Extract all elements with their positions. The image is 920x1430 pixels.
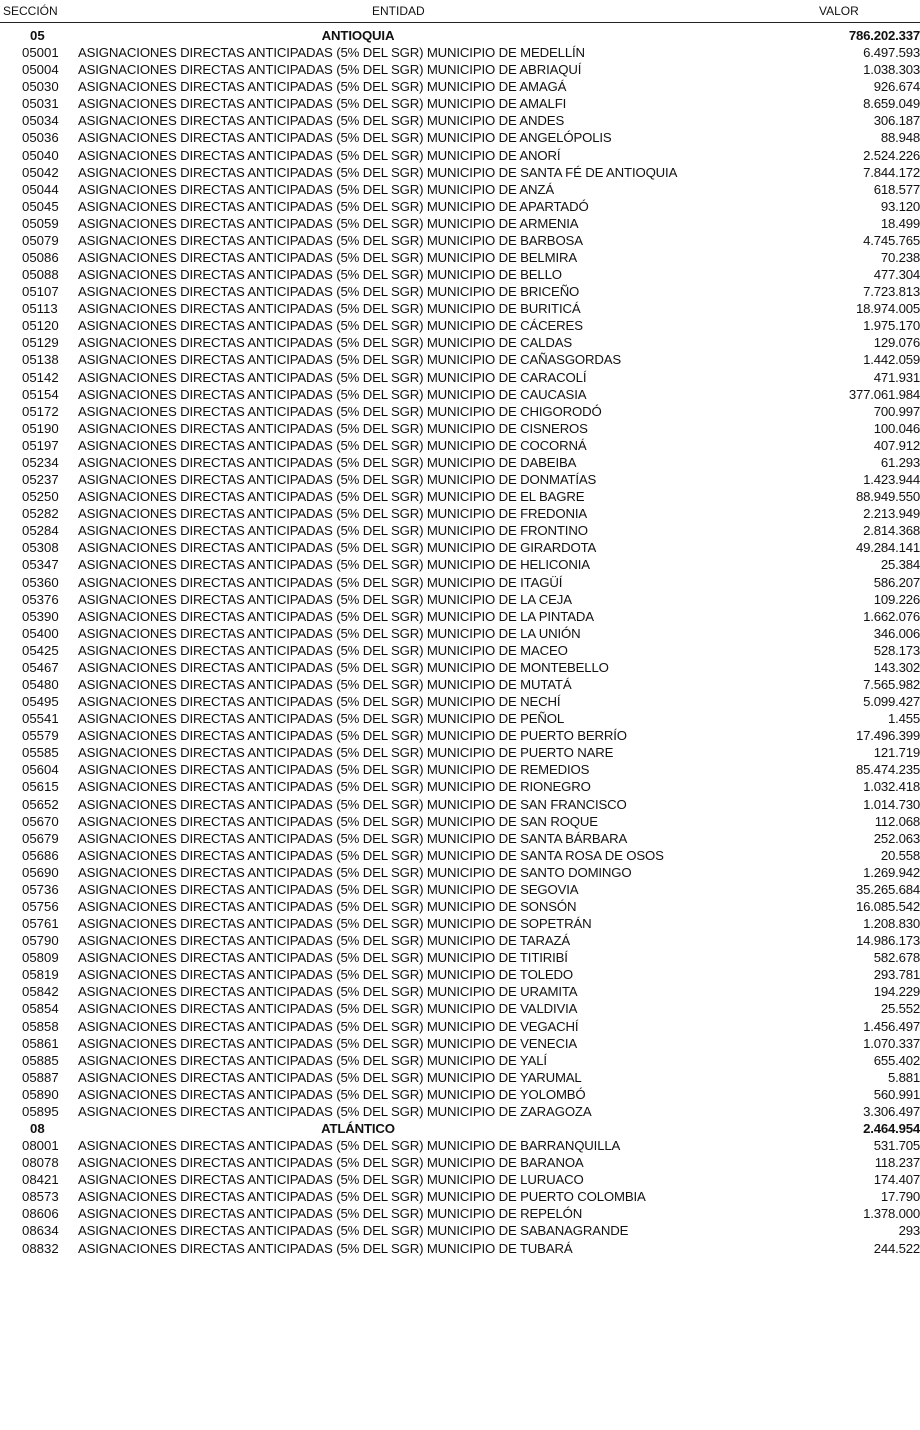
section-code: 05031 — [22, 96, 59, 112]
section-code: 05282 — [22, 506, 59, 522]
entity-name: ASIGNACIONES DIRECTAS ANTICIPADAS (5% DEL SGR) MUNICIPIO DE MONTEBELLO — [78, 659, 609, 675]
table-row — [0, 932, 920, 949]
table-row — [0, 1205, 920, 1222]
entity-value: 1.662.076 — [863, 608, 920, 624]
section-code: 05284 — [22, 523, 59, 539]
section-code: 08832 — [22, 1240, 59, 1256]
table-row — [0, 147, 920, 164]
entity-value: 88.949.550 — [855, 489, 920, 505]
table-row — [0, 61, 920, 78]
section-code: 08 — [30, 1121, 45, 1136]
entity-name: ASIGNACIONES DIRECTAS ANTICIPADAS (5% DEL SGR) MUNICIPIO DE VENECIA — [78, 1035, 577, 1051]
entity-value: 1.014.730 — [863, 796, 920, 812]
section-code: 05690 — [22, 864, 59, 880]
entity-value: 8.659.049 — [863, 96, 920, 112]
entity-name: ASIGNACIONES DIRECTAS ANTICIPADAS (5% DEL SGR) MUNICIPIO DE BRICEÑO — [78, 284, 580, 300]
section-code: 05040 — [22, 147, 59, 163]
entity-name: ASIGNACIONES DIRECTAS ANTICIPADAS (5% DEL SGR) MUNICIPIO DE URAMITA — [78, 984, 578, 1000]
table-row — [0, 249, 920, 266]
section-code: 05467 — [22, 659, 59, 675]
table-row — [0, 181, 920, 198]
entity-name: ASIGNACIONES DIRECTAS ANTICIPADAS (5% DEL SGR) MUNICIPIO DE SANTO DOMINGO — [78, 864, 632, 880]
table-row — [0, 574, 920, 591]
section-code: 05234 — [22, 454, 59, 470]
table-row — [0, 437, 920, 454]
entity-name: ASIGNACIONES DIRECTAS ANTICIPADAS (5% DEL SGR) MUNICIPIO DE APARTADÓ — [78, 198, 589, 214]
section-code: 05670 — [22, 813, 59, 829]
section-code: 05030 — [22, 79, 59, 95]
column-header-seccion: SECCIÓN — [3, 4, 58, 18]
entity-value: 1.208.830 — [863, 916, 920, 932]
table-row — [0, 266, 920, 283]
entity-value: 25.552 — [880, 1001, 920, 1017]
section-code: 05197 — [22, 437, 59, 453]
entity-name: ASIGNACIONES DIRECTAS ANTICIPADAS (5% DEL SGR) MUNICIPIO DE PUERTO COLOMBIA — [78, 1189, 646, 1205]
entity-name: ASIGNACIONES DIRECTAS ANTICIPADAS (5% DEL SGR) MUNICIPIO DE BARRANQUILLA — [78, 1138, 621, 1154]
entity-name: ASIGNACIONES DIRECTAS ANTICIPADAS (5% DEL SGR) MUNICIPIO DE COCORNÁ — [78, 437, 587, 453]
table-row — [0, 983, 920, 1000]
section-code: 05347 — [22, 557, 59, 573]
table-row — [0, 112, 920, 129]
table-row — [0, 830, 920, 847]
section-code: 05142 — [22, 369, 59, 385]
entity-value: 129.076 — [873, 335, 920, 351]
section-code: 05308 — [22, 540, 59, 556]
entity-name: ASIGNACIONES DIRECTAS ANTICIPADAS (5% DEL SGR) MUNICIPIO DE RIONEGRO — [78, 779, 591, 795]
table-row — [0, 283, 920, 300]
section-code: 05885 — [22, 1052, 59, 1068]
entity-name: ANTIOQUIA — [321, 28, 395, 43]
entity-value: 16.085.542 — [855, 898, 920, 914]
entity-value: 1.038.303 — [863, 62, 920, 78]
table-row — [0, 351, 920, 368]
table-row — [0, 454, 920, 471]
entity-name: ASIGNACIONES DIRECTAS ANTICIPADAS (5% DEL SGR) MUNICIPIO DE TITIRIBÍ — [78, 950, 568, 966]
entity-value: 7.565.982 — [863, 676, 920, 692]
section-code: 05036 — [22, 130, 59, 146]
table-row — [0, 710, 920, 727]
section-code: 08573 — [22, 1189, 59, 1205]
section-code: 05809 — [22, 950, 59, 966]
entity-value: 346.006 — [873, 625, 920, 641]
table-row — [0, 420, 920, 437]
entity-name: ASIGNACIONES DIRECTAS ANTICIPADAS (5% DEL SGR) MUNICIPIO DE REPELÓN — [78, 1206, 583, 1222]
table-row — [0, 966, 920, 983]
section-code: 05088 — [22, 267, 59, 283]
table-row — [0, 232, 920, 249]
entity-name: ASIGNACIONES DIRECTAS ANTICIPADAS (5% DEL SGR) MUNICIPIO DE LURUACO — [78, 1172, 584, 1188]
entity-value: 655.402 — [873, 1052, 920, 1068]
entity-value: 926.674 — [873, 79, 920, 95]
table-row — [0, 796, 920, 813]
entity-name: ASIGNACIONES DIRECTAS ANTICIPADAS (5% DEL SGR) MUNICIPIO DE DONMATÍAS — [78, 472, 597, 488]
section-code: 05237 — [22, 472, 59, 488]
entity-value: 25.384 — [880, 557, 920, 573]
entity-name: ASIGNACIONES DIRECTAS ANTICIPADAS (5% DEL SGR) MUNICIPIO DE CARACOLÍ — [78, 369, 587, 385]
entity-name: ASIGNACIONES DIRECTAS ANTICIPADAS (5% DEL SGR) MUNICIPIO DE LA PINTADA — [78, 608, 594, 624]
table-row — [0, 949, 920, 966]
entity-name: ASIGNACIONES DIRECTAS ANTICIPADAS (5% DEL SGR) MUNICIPIO DE CISNEROS — [78, 420, 588, 436]
entity-name: ASIGNACIONES DIRECTAS ANTICIPADAS (5% DEL SGR) MUNICIPIO DE VEGACHÍ — [78, 1018, 579, 1034]
entity-name: ASIGNACIONES DIRECTAS ANTICIPADAS (5% DEL SGR) MUNICIPIO DE AMAGÁ — [78, 79, 567, 95]
table-row — [0, 556, 920, 573]
section-code: 05004 — [22, 62, 59, 78]
section-code: 05579 — [22, 728, 59, 744]
section-code: 05376 — [22, 591, 59, 607]
table-row — [0, 761, 920, 778]
entity-name: ASIGNACIONES DIRECTAS ANTICIPADAS (5% DEL SGR) MUNICIPIO DE SAN FRANCISCO — [78, 796, 627, 812]
table-row — [0, 522, 920, 539]
table-row — [0, 1154, 920, 1171]
table-row — [0, 44, 920, 61]
table-row — [0, 1222, 920, 1239]
table-row — [0, 317, 920, 334]
table-row — [0, 864, 920, 881]
entity-value: 7.723.813 — [863, 284, 920, 300]
entity-value: 700.997 — [873, 403, 920, 419]
table-row — [0, 505, 920, 522]
entity-name: ASIGNACIONES DIRECTAS ANTICIPADAS (5% DEL SGR) MUNICIPIO DE MUTATÁ — [78, 676, 572, 692]
entity-name: ASIGNACIONES DIRECTAS ANTICIPADAS (5% DEL SGR) MUNICIPIO DE MEDELLÍN — [78, 45, 585, 61]
table-row — [0, 78, 920, 95]
entity-value: 121.719 — [873, 745, 920, 761]
entity-name: ASIGNACIONES DIRECTAS ANTICIPADAS (5% DEL SGR) MUNICIPIO DE BARANOA — [78, 1155, 584, 1171]
entity-value: 786.202.337 — [848, 28, 920, 43]
section-code: 05044 — [22, 181, 59, 197]
entity-value: 252.063 — [873, 830, 920, 846]
entity-name: ASIGNACIONES DIRECTAS ANTICIPADAS (5% DEL SGR) MUNICIPIO DE SANTA FÉ DE ANTIOQUIA — [78, 164, 678, 180]
entity-value: 1.442.059 — [863, 352, 920, 368]
entity-value: 560.991 — [873, 1086, 920, 1102]
entity-name: ASIGNACIONES DIRECTAS ANTICIPADAS (5% DEL SGR) MUNICIPIO DE ZARAGOZA — [78, 1103, 592, 1119]
section-code: 05819 — [22, 967, 59, 983]
entity-value: 2.524.226 — [863, 147, 920, 163]
entity-value: 407.912 — [873, 437, 920, 453]
entity-name: ASIGNACIONES DIRECTAS ANTICIPADAS (5% DEL SGR) MUNICIPIO DE BELLO — [78, 267, 562, 283]
entity-name: ASIGNACIONES DIRECTAS ANTICIPADAS (5% DEL SGR) MUNICIPIO DE BURITICÁ — [78, 301, 581, 317]
entity-value: 1.378.000 — [863, 1206, 920, 1222]
entity-value: 17.496.399 — [855, 728, 920, 744]
section-code: 05686 — [22, 847, 59, 863]
section-code: 08634 — [22, 1223, 59, 1239]
table-row — [0, 1171, 920, 1188]
entity-value: 582.678 — [873, 950, 920, 966]
entity-name: ATLÁNTICO — [321, 1121, 395, 1136]
section-code: 05250 — [22, 489, 59, 505]
entity-name: ASIGNACIONES DIRECTAS ANTICIPADAS (5% DEL SGR) MUNICIPIO DE FREDONIA — [78, 506, 588, 522]
table-row — [0, 727, 920, 744]
entity-name: ASIGNACIONES DIRECTAS ANTICIPADAS (5% DEL SGR) MUNICIPIO DE CÁCERES — [78, 318, 583, 334]
entity-name: ASIGNACIONES DIRECTAS ANTICIPADAS (5% DEL SGR) MUNICIPIO DE REMEDIOS — [78, 762, 590, 778]
entity-value: 14.986.173 — [855, 933, 920, 949]
entity-name: ASIGNACIONES DIRECTAS ANTICIPADAS (5% DEL SGR) MUNICIPIO DE EL BAGRE — [78, 489, 585, 505]
entity-name: ASIGNACIONES DIRECTAS ANTICIPADAS (5% DEL SGR) MUNICIPIO DE SANTA ROSA DE OSOS — [78, 847, 664, 863]
entity-value: 6.497.593 — [863, 45, 920, 61]
entity-value: 306.187 — [873, 113, 920, 129]
entity-value: 586.207 — [873, 574, 920, 590]
section-code: 08421 — [22, 1172, 59, 1188]
section-code: 05652 — [22, 796, 59, 812]
entity-value: 1.032.418 — [863, 779, 920, 795]
entity-value: 531.705 — [873, 1138, 920, 1154]
table-row — [0, 334, 920, 351]
entity-name: ASIGNACIONES DIRECTAS ANTICIPADAS (5% DEL SGR) MUNICIPIO DE YALÍ — [78, 1052, 547, 1068]
section-code: 05890 — [22, 1086, 59, 1102]
entity-name: ASIGNACIONES DIRECTAS ANTICIPADAS (5% DEL SGR) MUNICIPIO DE PEÑOL — [78, 711, 565, 727]
section-code: 05034 — [22, 113, 59, 129]
table-row — [0, 847, 920, 864]
table-row — [0, 813, 920, 830]
table-row — [0, 1018, 920, 1035]
entity-value: 100.046 — [873, 420, 920, 436]
entity-name: ASIGNACIONES DIRECTAS ANTICIPADAS (5% DEL SGR) MUNICIPIO DE HELICONIA — [78, 557, 590, 573]
section-code: 05113 — [22, 301, 58, 317]
entity-value: 1.070.337 — [863, 1035, 920, 1051]
entity-name: ASIGNACIONES DIRECTAS ANTICIPADAS (5% DEL SGR) MUNICIPIO DE VALDIVIA — [78, 1001, 578, 1017]
entity-name: ASIGNACIONES DIRECTAS ANTICIPADAS (5% DEL SGR) MUNICIPIO DE GIRARDOTA — [78, 540, 597, 556]
entity-value: 93.120 — [880, 198, 920, 214]
entity-name: ASIGNACIONES DIRECTAS ANTICIPADAS (5% DEL SGR) MUNICIPIO DE DABEIBA — [78, 454, 577, 470]
table-row — [0, 676, 920, 693]
entity-value: 5.099.427 — [863, 694, 920, 710]
entity-value: 61.293 — [880, 454, 920, 470]
table-row — [0, 95, 920, 112]
section-code: 05790 — [22, 933, 59, 949]
entity-name: ASIGNACIONES DIRECTAS ANTICIPADAS (5% DEL SGR) MUNICIPIO DE SAN ROQUE — [78, 813, 598, 829]
section-code: 05400 — [22, 625, 59, 641]
entity-name: ASIGNACIONES DIRECTAS ANTICIPADAS (5% DEL SGR) MUNICIPIO DE CHIGORODÓ — [78, 403, 602, 419]
entity-value: 1.975.170 — [863, 318, 920, 334]
section-code: 05756 — [22, 898, 59, 914]
entity-name: ASIGNACIONES DIRECTAS ANTICIPADAS (5% DEL SGR) MUNICIPIO DE PUERTO NARE — [78, 745, 614, 761]
table-body — [0, 27, 920, 1257]
table-row — [0, 403, 920, 420]
section-code: 05854 — [22, 1001, 59, 1017]
section-code: 05001 — [22, 45, 59, 61]
entity-value: 2.814.368 — [863, 523, 920, 539]
entity-name: ASIGNACIONES DIRECTAS ANTICIPADAS (5% DEL SGR) MUNICIPIO DE ITAGÜÍ — [78, 574, 563, 590]
entity-value: 471.931 — [873, 369, 920, 385]
entity-value: 4.745.765 — [863, 232, 920, 248]
entity-name: ASIGNACIONES DIRECTAS ANTICIPADAS (5% DEL SGR) MUNICIPIO DE TARAZÁ — [78, 933, 571, 949]
entity-value: 70.238 — [880, 250, 920, 266]
entity-value: 1.456.497 — [863, 1018, 920, 1034]
table-row — [0, 1052, 920, 1069]
entity-value: 477.304 — [873, 267, 920, 283]
entity-name: ASIGNACIONES DIRECTAS ANTICIPADAS (5% DEL SGR) MUNICIPIO DE SABANAGRANDE — [78, 1223, 629, 1239]
section-code: 05761 — [22, 916, 59, 932]
entity-value: 528.173 — [873, 642, 920, 658]
section-code: 05425 — [22, 642, 59, 658]
entity-name: ASIGNACIONES DIRECTAS ANTICIPADAS (5% DEL SGR) MUNICIPIO DE YARUMAL — [78, 1069, 582, 1085]
entity-value: 85.474.235 — [855, 762, 920, 778]
table-row — [0, 915, 920, 932]
entity-name: ASIGNACIONES DIRECTAS ANTICIPADAS (5% DEL SGR) MUNICIPIO DE SEGOVIA — [78, 881, 579, 897]
entity-value: 1.455 — [887, 711, 920, 727]
column-header-valor: VALOR — [819, 4, 859, 18]
section-code: 08001 — [22, 1138, 59, 1154]
entity-value: 2.213.949 — [863, 506, 920, 522]
section-code: 05059 — [22, 215, 59, 231]
section-code: 05172 — [22, 403, 59, 419]
table-row — [0, 1240, 920, 1257]
section-code: 05480 — [22, 676, 59, 692]
entity-name: ASIGNACIONES DIRECTAS ANTICIPADAS (5% DEL SGR) MUNICIPIO DE PUERTO BERRÍO — [78, 728, 627, 744]
section-code: 05107 — [22, 284, 59, 300]
entity-name: ASIGNACIONES DIRECTAS ANTICIPADAS (5% DEL SGR) MUNICIPIO DE ABRIAQUÍ — [78, 62, 582, 78]
section-code: 05360 — [22, 574, 59, 590]
table-row — [0, 1137, 920, 1154]
section-code: 05585 — [22, 745, 59, 761]
entity-value: 618.577 — [873, 181, 920, 197]
table-row — [0, 659, 920, 676]
entity-value: 2.464.954 — [863, 1121, 920, 1136]
entity-name: ASIGNACIONES DIRECTAS ANTICIPADAS (5% DEL SGR) MUNICIPIO DE ANDES — [78, 113, 565, 129]
entity-name: ASIGNACIONES DIRECTAS ANTICIPADAS (5% DEL SGR) MUNICIPIO DE SOPETRÁN — [78, 916, 592, 932]
entity-name: ASIGNACIONES DIRECTAS ANTICIPADAS (5% DEL SGR) MUNICIPIO DE TOLEDO — [78, 967, 573, 983]
entity-name: ASIGNACIONES DIRECTAS ANTICIPADAS (5% DEL SGR) MUNICIPIO DE FRONTINO — [78, 523, 588, 539]
entity-value: 20.558 — [880, 847, 920, 863]
entity-value: 244.522 — [873, 1240, 920, 1256]
entity-value: 35.265.684 — [855, 881, 920, 897]
entity-value: 118.237 — [874, 1155, 920, 1171]
entity-value: 293 — [898, 1223, 920, 1239]
section-code: 05120 — [22, 318, 59, 334]
entity-name: ASIGNACIONES DIRECTAS ANTICIPADAS (5% DEL SGR) MUNICIPIO DE ANORÍ — [78, 147, 561, 163]
entity-name: ASIGNACIONES DIRECTAS ANTICIPADAS (5% DEL SGR) MUNICIPIO DE LA UNIÓN — [78, 625, 581, 641]
section-code: 08078 — [22, 1155, 59, 1171]
section-code: 05736 — [22, 881, 59, 897]
section-code: 05079 — [22, 232, 59, 248]
entity-name: ASIGNACIONES DIRECTAS ANTICIPADAS (5% DEL SGR) MUNICIPIO DE ANGELÓPOLIS — [78, 130, 612, 146]
entity-name: ASIGNACIONES DIRECTAS ANTICIPADAS (5% DEL SGR) MUNICIPIO DE ARMENIA — [78, 215, 579, 231]
entity-value: 143.302 — [873, 659, 920, 675]
entity-name: ASIGNACIONES DIRECTAS ANTICIPADAS (5% DEL SGR) MUNICIPIO DE MACEO — [78, 642, 568, 658]
entity-name: ASIGNACIONES DIRECTAS ANTICIPADAS (5% DEL SGR) MUNICIPIO DE SONSÓN — [78, 898, 577, 914]
table-row — [0, 693, 920, 710]
entity-name: ASIGNACIONES DIRECTAS ANTICIPADAS (5% DEL SGR) MUNICIPIO DE BARBOSA — [78, 232, 583, 248]
section-row — [0, 1120, 920, 1137]
column-header-entidad: ENTIDAD — [372, 4, 425, 18]
entity-value: 49.284.141 — [855, 540, 920, 556]
table-row — [0, 300, 920, 317]
section-code: 05 — [30, 28, 45, 43]
section-code: 05129 — [22, 335, 59, 351]
section-code: 08606 — [22, 1206, 59, 1222]
entity-name: ASIGNACIONES DIRECTAS ANTICIPADAS (5% DEL SGR) MUNICIPIO DE CAUCASIA — [78, 386, 587, 402]
entity-name: ASIGNACIONES DIRECTAS ANTICIPADAS (5% DEL SGR) MUNICIPIO DE CAÑASGORDAS — [78, 352, 622, 368]
entity-name: ASIGNACIONES DIRECTAS ANTICIPADAS (5% DEL SGR) MUNICIPIO DE NECHÍ — [78, 694, 561, 710]
section-code: 05679 — [22, 830, 59, 846]
table-row — [0, 369, 920, 386]
section-code: 05604 — [22, 762, 59, 778]
entity-value: 7.844.172 — [863, 164, 920, 180]
table-row — [0, 898, 920, 915]
entity-name: ASIGNACIONES DIRECTAS ANTICIPADAS (5% DEL SGR) MUNICIPIO DE AMALFI — [78, 96, 567, 112]
table-row — [0, 625, 920, 642]
entity-name: ASIGNACIONES DIRECTAS ANTICIPADAS (5% DEL SGR) MUNICIPIO DE LA CEJA — [78, 591, 572, 607]
section-code: 05887 — [22, 1069, 59, 1085]
table-row — [0, 471, 920, 488]
section-row — [0, 27, 920, 44]
entity-value: 174.407 — [873, 1172, 920, 1188]
section-code: 05895 — [22, 1103, 59, 1119]
table-row — [0, 1086, 920, 1103]
section-code: 05858 — [22, 1018, 59, 1034]
section-code: 05086 — [22, 250, 59, 266]
entity-value: 293.781 — [873, 967, 920, 983]
table-row — [0, 642, 920, 659]
table-row — [0, 744, 920, 761]
table-row — [0, 129, 920, 146]
entity-value: 109.226 — [873, 591, 920, 607]
entity-name: ASIGNACIONES DIRECTAS ANTICIPADAS (5% DEL SGR) MUNICIPIO DE CALDAS — [78, 335, 573, 351]
table-row — [0, 1188, 920, 1205]
table-row — [0, 1035, 920, 1052]
section-code: 05042 — [22, 164, 59, 180]
section-code: 05045 — [22, 198, 59, 214]
table-row — [0, 608, 920, 625]
table-row — [0, 591, 920, 608]
header-divider — [0, 22, 920, 23]
entity-value: 1.423.944 — [863, 472, 920, 488]
entity-value: 112.068 — [874, 813, 920, 829]
table-row — [0, 198, 920, 215]
table-row — [0, 386, 920, 403]
section-code: 05190 — [22, 420, 59, 436]
section-code: 05615 — [22, 779, 59, 795]
entity-name: ASIGNACIONES DIRECTAS ANTICIPADAS (5% DEL SGR) MUNICIPIO DE ANZÁ — [78, 181, 554, 197]
entity-value: 5.881 — [887, 1069, 920, 1085]
table-row — [0, 881, 920, 898]
section-code: 05541 — [22, 711, 59, 727]
entity-value: 194.229 — [873, 984, 920, 1000]
entity-name: ASIGNACIONES DIRECTAS ANTICIPADAS (5% DEL SGR) MUNICIPIO DE BELMIRA — [78, 250, 577, 266]
table-row — [0, 778, 920, 795]
table-row — [0, 488, 920, 505]
section-code: 05390 — [22, 608, 59, 624]
section-code: 05495 — [22, 694, 59, 710]
table-row — [0, 1000, 920, 1017]
table-row — [0, 1103, 920, 1120]
entity-name: ASIGNACIONES DIRECTAS ANTICIPADAS (5% DEL SGR) MUNICIPIO DE YOLOMBÓ — [78, 1086, 586, 1102]
entity-value: 88.948 — [880, 130, 920, 146]
entity-value: 377.061.984 — [848, 386, 920, 402]
section-code: 05842 — [22, 984, 59, 1000]
section-code: 05861 — [22, 1035, 59, 1051]
table-row — [0, 164, 920, 181]
table-row — [0, 539, 920, 556]
table-row — [0, 215, 920, 232]
section-code: 05154 — [22, 386, 59, 402]
section-code: 05138 — [22, 352, 59, 368]
entity-value: 18.974.005 — [855, 301, 920, 317]
entity-value: 17.790 — [880, 1189, 920, 1205]
entity-name: ASIGNACIONES DIRECTAS ANTICIPADAS (5% DEL SGR) MUNICIPIO DE TUBARÁ — [78, 1240, 573, 1256]
entity-value: 3.306.497 — [863, 1103, 920, 1119]
entity-value: 18.499 — [880, 215, 920, 231]
entity-name: ASIGNACIONES DIRECTAS ANTICIPADAS (5% DEL SGR) MUNICIPIO DE SANTA BÁRBARA — [78, 830, 628, 846]
table-row — [0, 1069, 920, 1086]
entity-value: 1.269.942 — [863, 864, 920, 880]
